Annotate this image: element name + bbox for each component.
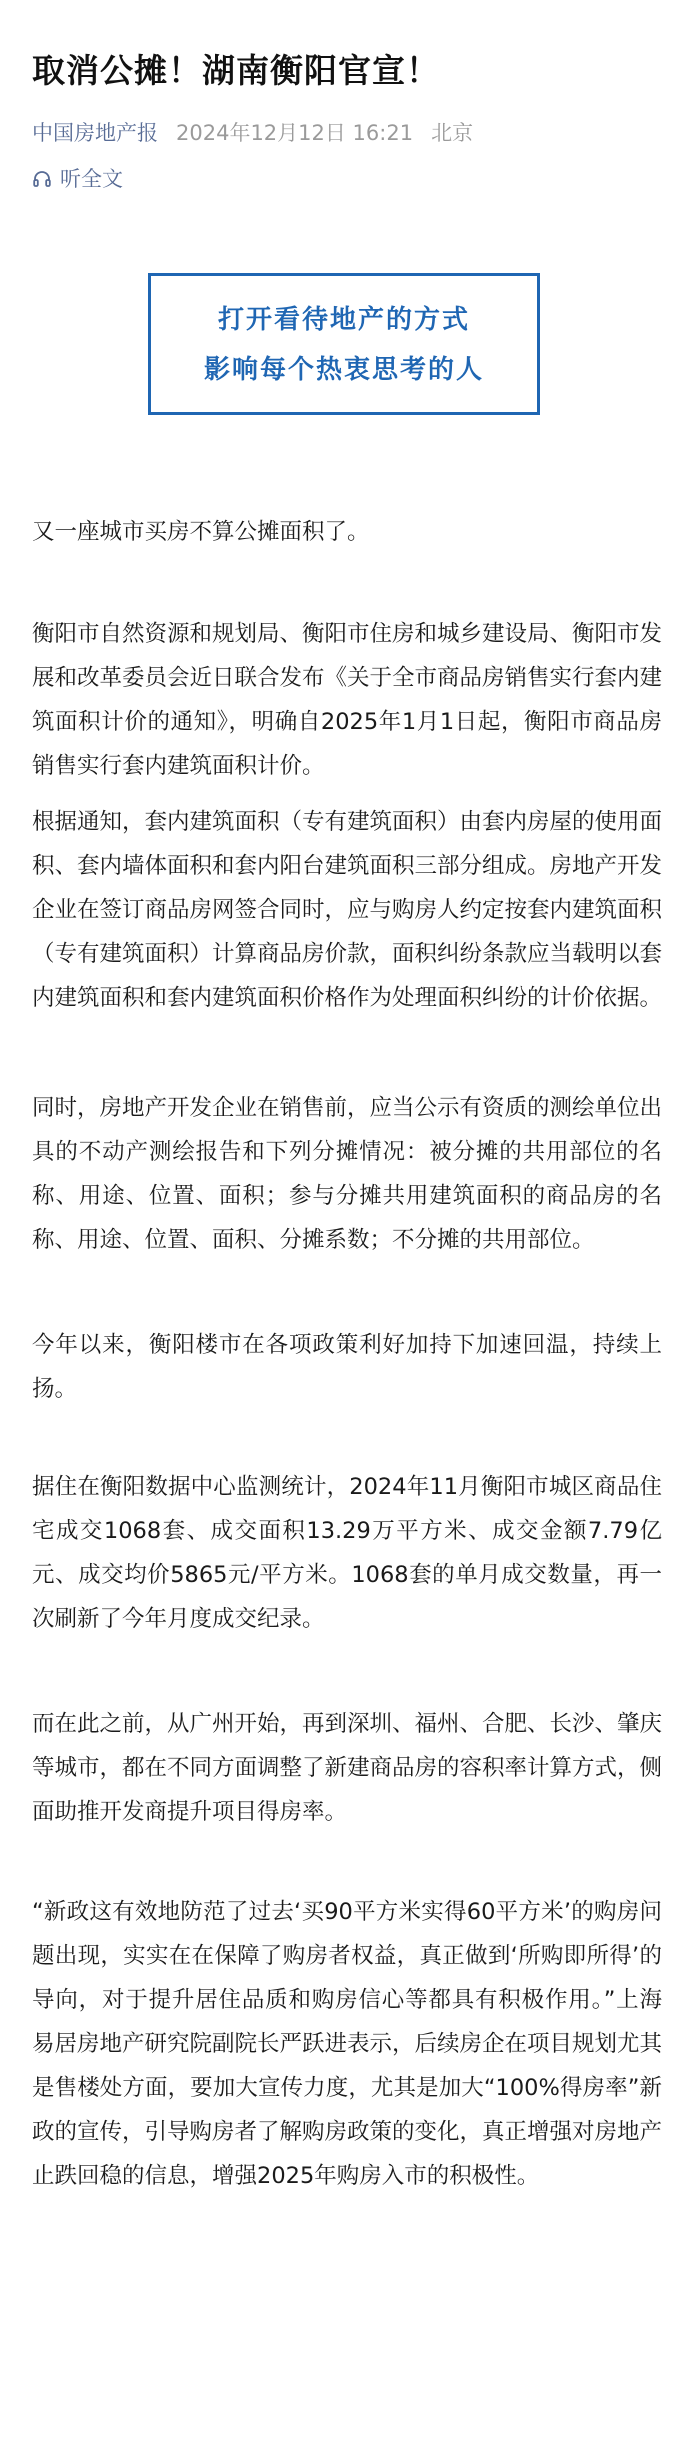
paragraph: 而在此之前，从广州开始，再到深圳、福州、合肥、长沙、肇庆等城市，都在不同方面调整了新建商品房的容积率计算方式，侧面助推开发商提升项目得房率。 <box>32 1711 663 1825</box>
banner-line-1: 打开看待地产的方式 <box>217 305 470 335</box>
banner-line-2: 影响每个热衷思考的人 <box>203 355 484 385</box>
publish-date: 2024年12月12日 16:21 <box>176 121 414 145</box>
paragraph: 今年以来，衡阳楼市在各项政策利好加持下加速回温，持续上扬。 <box>32 1332 662 1402</box>
slogan-banner <box>148 273 540 415</box>
headphones-icon <box>32 169 52 189</box>
listen-label: 听全文 <box>60 167 123 191</box>
article-title: 取消公摊！湖南衡阳官宣！ <box>32 51 440 90</box>
paragraph: 同时，房地产开发企业在销售前，应当公示有资质的测绘单位出具的不动产测绘报告和下列分摊情况：被分摊的共用部位的名称、用途、位置、面积；参与分摊共用建筑面积的商品房的名称、用途、位置、面积、分摊系数；不分摊的共用部位。 <box>32 1095 663 1253</box>
source-account-link[interactable]: 中国房地产报 <box>32 121 158 145</box>
publish-location: 北京 <box>431 121 474 145</box>
paragraph: 根据通知，套内建筑面积（专有建筑面积）由套内房屋的使用面积、套内墙体面积和套内阳台建筑面积三部分组成。房地产开发企业在签订商品房网签合同时，应与购房人约定按套内建筑面积（专有建筑面积）计算商品房价款，面积纠纷条款应当载明以套内建筑面积和套内建筑面积价格作为处理面积纠纷的计价依据。 <box>32 809 663 1011</box>
paragraph: “新政这有效地防范了过去‘买90平方米实得60平方米’的购房问题出现，实实在在保障了购房者权益，真正做到‘所购即所得’的导向，对于提升居住品质和购房信心等都具有积极作用。”上海易居房地产研究院副院长严跃进表示，后续房企在项目规划尤其是售楼处方面，要加大宣传力度，尤其是加大“100%得房率”新政的宣传，引导购房者了解购房政策的变化，真正增强对房地产止跌回稳的信息，增强2025年购房入市的积极性。 <box>32 1899 663 2189</box>
paragraph: 衡阳市自然资源和规划局、衡阳市住房和城乡建设局、衡阳市发展和改革委员会近日联合发布《关于全市商品房销售实行套内建筑面积计价的通知》，明确自2025年1月1日起，衡阳市商品房销售实行套内建筑面积计价。 <box>32 621 663 779</box>
listen-full-text-button[interactable] <box>32 163 123 195</box>
article-meta <box>32 118 473 148</box>
paragraph: 据住在衡阳数据中心监测统计，2024年11月衡阳市城区商品住宅成交1068套、成交面积13.29万平方米、成交金额7.79亿元、成交均价5865元/平方米。1068套的单月成交数量，再一次刷新了今年月度成交纪录。 <box>32 1474 662 1632</box>
paragraph: 又一座城市买房不算公摊面积了。 <box>32 519 370 545</box>
